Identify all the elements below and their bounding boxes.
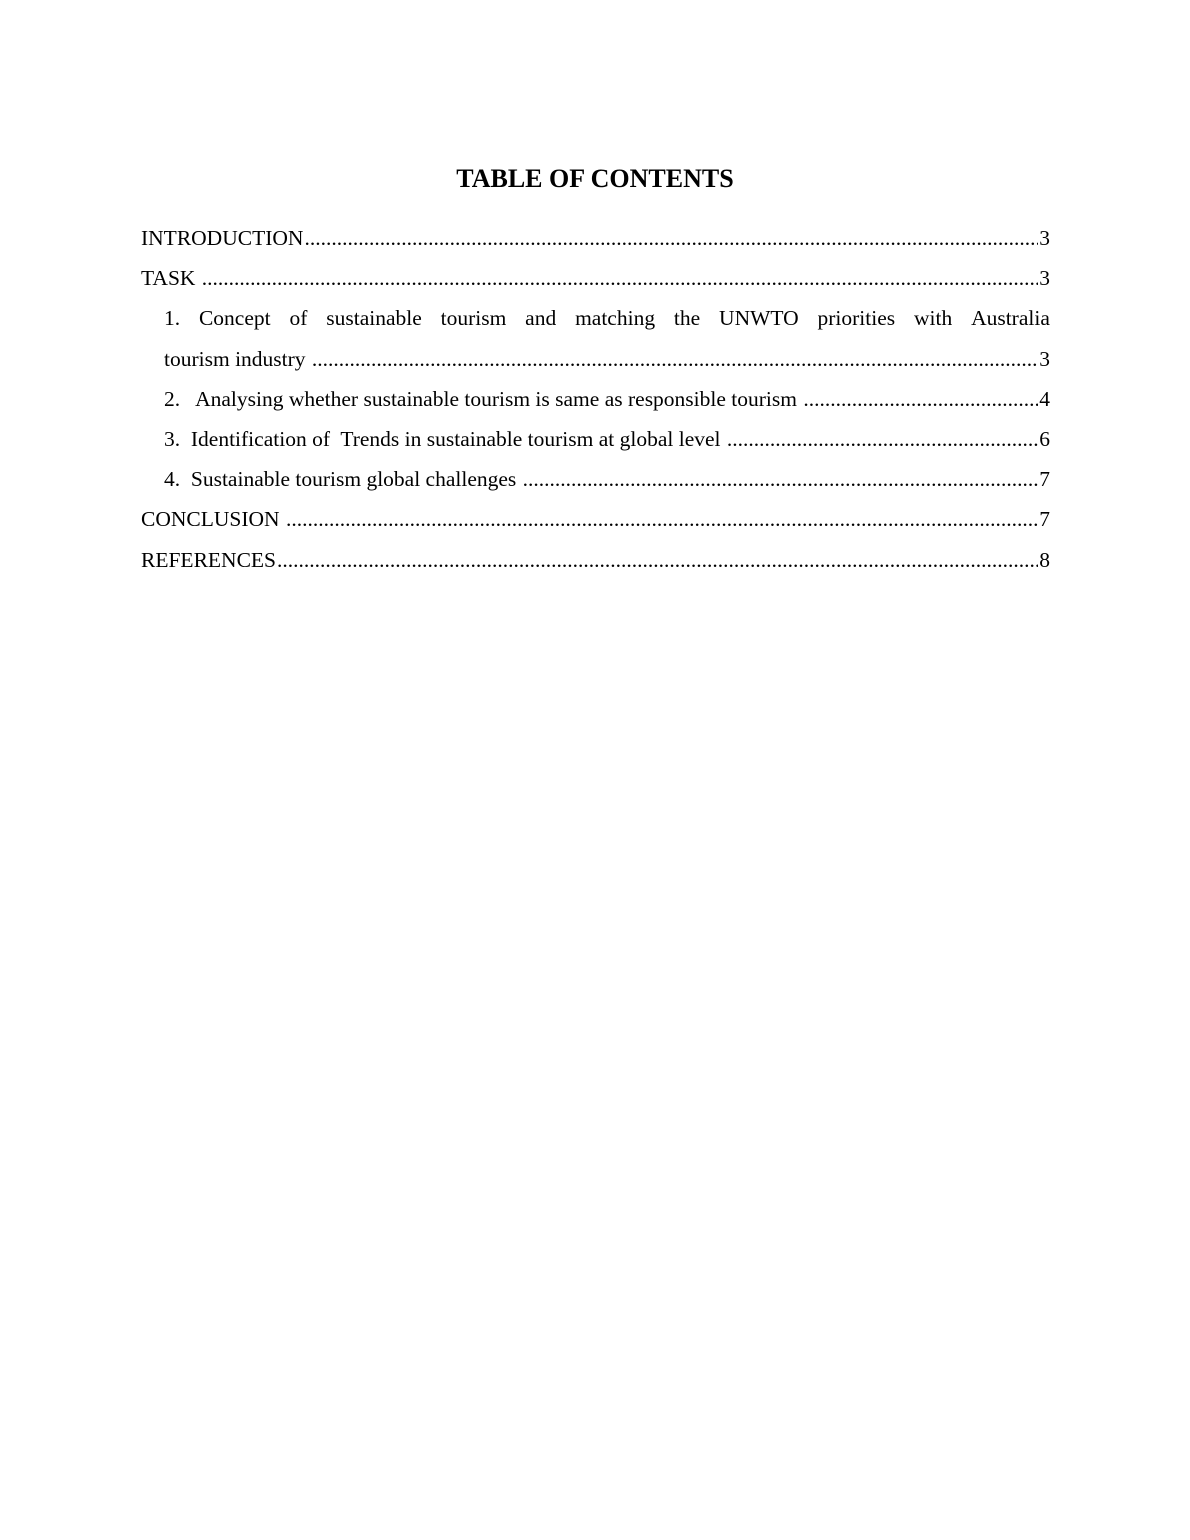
toc-page-number: 7 [1039,467,1050,492]
toc-entry-label: CONCLUSION [141,507,285,532]
toc-page-number: 3 [1039,226,1050,250]
toc-entry-references[interactable] [141,540,1050,580]
toc-entry-text: Identification of Trends in sustainable tourism at global level [190,426,726,451]
toc-entry-label: INTRODUCTION [141,226,304,250]
toc-page-number: 7 [1039,507,1050,532]
toc-entry-1-line-1[interactable] [141,298,1050,338]
toc-leader-dots [277,540,1038,580]
toc-leader-dots [727,419,1038,459]
toc-entry-1-line-2[interactable] [141,339,1050,379]
toc-word: priorities [817,306,896,331]
toc-word: and [525,306,557,331]
toc-word: with [913,306,953,331]
toc-leader-dots [312,339,1038,379]
toc-leader-dots [202,258,1038,298]
toc-word: Concept [198,306,271,331]
toc-page-number: 4 [1039,386,1050,411]
toc-page-number: 3 [1039,346,1050,371]
toc-entry-2[interactable] [141,379,1050,419]
toc-entry-label: tourism industry [164,346,311,371]
toc-page-number: 6 [1039,426,1050,451]
toc-leader-dots [286,499,1038,539]
toc-entry-label [164,419,726,459]
toc-entry-label: REFERENCES [141,547,276,572]
toc-entry-4[interactable] [141,459,1050,499]
toc-word: tourism [440,306,507,331]
toc-entry-label: TASK [141,266,201,291]
toc-entry-label [164,379,802,419]
toc-entry-number: 1. [164,306,181,331]
toc-leader-dots [304,218,1038,258]
toc-entry-text: Analysing whether sustainable tourism is same as responsible tourism [195,386,803,411]
toc-word: Australia [971,306,1050,331]
toc-entry-text: Sustainable tourism global challenges [190,467,522,492]
toc-word: sustainable [326,306,422,331]
toc-entry-number: 3. [164,426,181,451]
toc-page-number: 8 [1039,547,1050,572]
toc-leader-dots [523,459,1039,499]
table-of-contents [141,218,1050,580]
toc-title: TABLE OF CONTENTS [456,164,734,193]
toc-page-number: 3 [1039,266,1050,291]
toc-word: of [289,306,308,331]
toc-entry-conclusion[interactable] [141,499,1050,539]
toc-entry-3[interactable] [141,419,1050,459]
toc-leader-dots [803,379,1038,419]
toc-word: the [673,306,701,331]
toc-entry-task[interactable] [141,258,1050,298]
toc-word: matching [575,306,656,331]
toc-entry-label [164,298,1050,338]
toc-word: UNWTO [719,306,799,331]
toc-entry-number: 4. [164,467,181,492]
toc-entry-introduction[interactable] [141,218,1050,258]
toc-entry-number: 2. [164,386,181,411]
toc-entry-label [164,459,522,499]
